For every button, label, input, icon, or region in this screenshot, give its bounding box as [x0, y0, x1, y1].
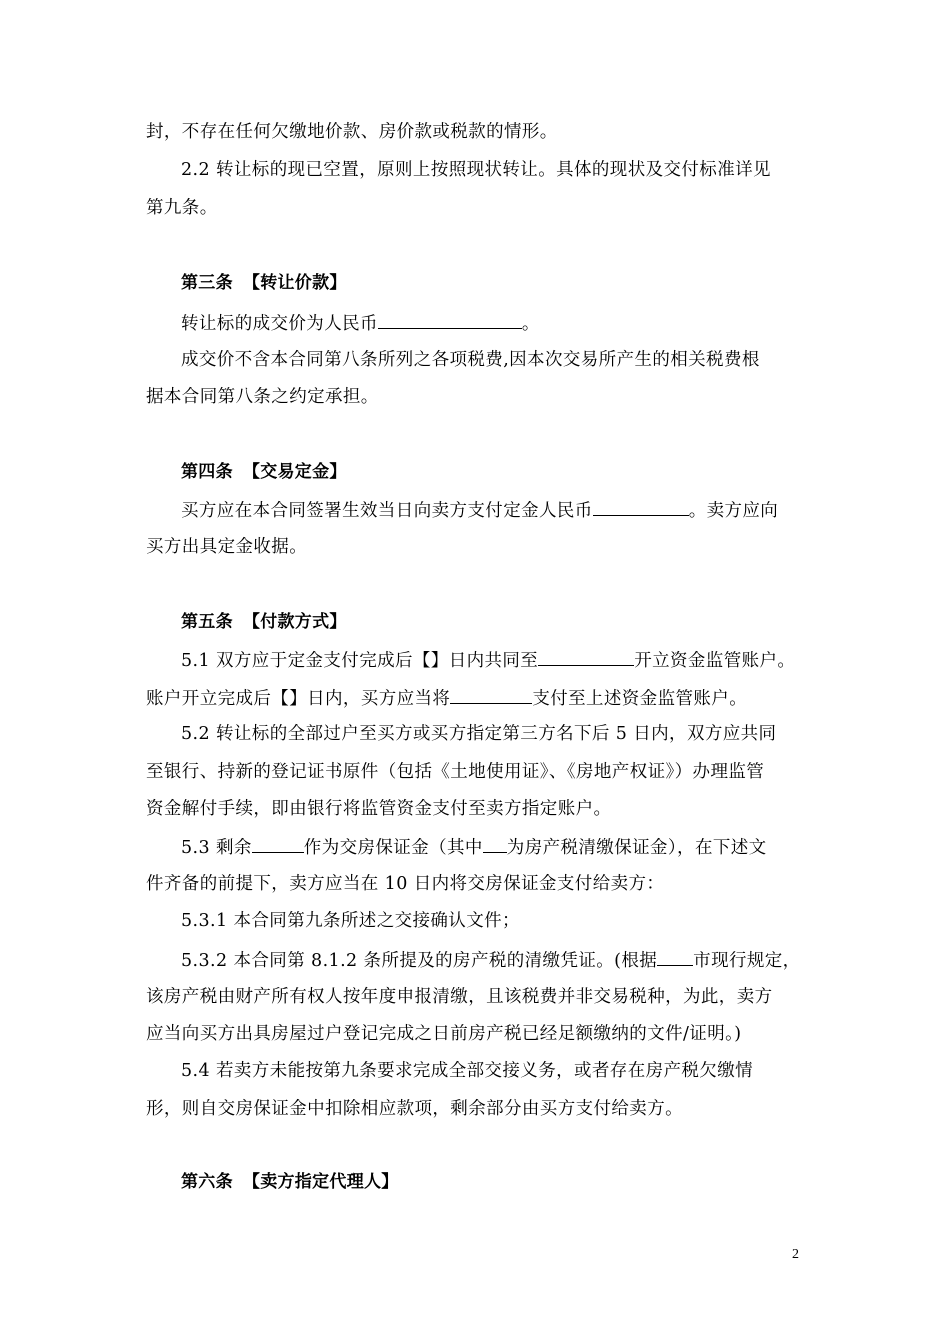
blank-field [657, 947, 693, 966]
paragraph-line [181, 947, 811, 973]
text-segment: 市现行规定， [693, 951, 801, 971]
paragraph-line: 至银行、持新的登记证书原件（包括《土地使用证》、《房地产权证》）办理监管 [146, 762, 765, 782]
article-6-heading [181, 1170, 811, 1194]
blank-field [252, 834, 304, 853]
paragraph-line [181, 497, 811, 523]
article-4-subtitle: 【交易定金】 [242, 462, 347, 482]
paragraph-line: 封，不存在任何欠缴地价款、房价款或税款的情形。 [146, 122, 558, 142]
article-6-title: 第六条 [181, 1172, 233, 1192]
text-segment: 5.1 双方应于定金支付完成后【】日内共同至 [181, 651, 539, 671]
paragraph-line: 该房产税由财产所有权人按年度申报清缴，且该税费并非交易税种，为此，卖方 [146, 987, 773, 1007]
paragraph-line: 2.2 转让标的现已空置，原则上按照现状转让。具体的现状及交付标准详见 [181, 160, 771, 180]
text-segment: 为房产税清缴保证金），在下述文 [506, 838, 767, 858]
article-6-subtitle: 【卖方指定代理人】 [242, 1172, 399, 1192]
text-segment: 。卖方应向 [688, 501, 779, 521]
paragraph-line: 据本合同第八条之约定承担。 [146, 387, 379, 407]
text-segment: 转让标的成交价为人民币 [181, 314, 378, 334]
paragraph-line: 形，则自交房保证金中扣除相应款项，剩余部分由买方支付给卖方。 [146, 1099, 683, 1119]
article-5-heading [181, 610, 811, 634]
paragraph-line [181, 647, 811, 673]
paragraph-line: 第九条。 [146, 198, 218, 218]
text-segment: 作为交房保证金（其中 [303, 838, 483, 858]
paragraph-line [181, 310, 811, 336]
paragraph-line: 5.3.1 本合同第九条所述之交接确认文件； [181, 911, 520, 931]
blank-field [538, 647, 634, 666]
article-3-title: 第三条 [181, 273, 233, 293]
article-5-subtitle: 【付款方式】 [242, 612, 347, 632]
paragraph-line: 5.2 转让标的全部过户至买方或买方指定第三方名下后 5 日内，双方应共同 [181, 724, 777, 744]
paragraph-line [146, 685, 810, 711]
blank-field [483, 834, 507, 853]
article-4-heading [181, 460, 811, 484]
text-segment: 。 [521, 314, 540, 334]
text-segment: 5.3 剩余 [181, 838, 252, 858]
text-segment: 买方应在本合同签署生效当日向卖方支付定金人民币 [181, 501, 593, 521]
paragraph-line [181, 834, 811, 860]
text-segment: 账户开立完成后【】日内，买方应当将 [146, 689, 451, 709]
paragraph-line: 件齐备的前提下，卖方应当在 10 日内将交房保证金支付给卖方： [146, 874, 665, 894]
paragraph-line: 买方出具定金收据。 [146, 537, 308, 557]
paragraph-line: 5.4 若卖方未能按第九条要求完成全部交接义务，或者存在房产税欠缴情 [181, 1061, 753, 1081]
blank-field [593, 497, 689, 516]
text-segment: 5.3.2 本合同第 8.1.2 条所提及的房产税的清缴凭证。(根据 [181, 951, 658, 971]
paragraph-line: 应当向买方出具房屋过户登记完成之日前房产税已经足额缴纳的文件/证明。) [146, 1024, 742, 1044]
text-segment: 开立资金监管账户。 [634, 651, 796, 671]
article-3-subtitle: 【转让价款】 [242, 273, 347, 293]
blank-field [378, 310, 522, 329]
blank-field [450, 685, 532, 704]
paragraph-line: 资金解付手续，即由银行将监管资金支付至卖方指定账户。 [146, 799, 612, 819]
text-segment: 支付至上述资金监管账户。 [532, 689, 748, 709]
article-3-heading [181, 271, 811, 295]
article-4-title: 第四条 [181, 462, 233, 482]
article-5-title: 第五条 [181, 612, 233, 632]
paragraph-line: 成交价不含本合同第八条所列之各项税费,因本次交易所产生的相关税费根 [181, 350, 760, 370]
page-number: 2 [792, 1247, 799, 1262]
